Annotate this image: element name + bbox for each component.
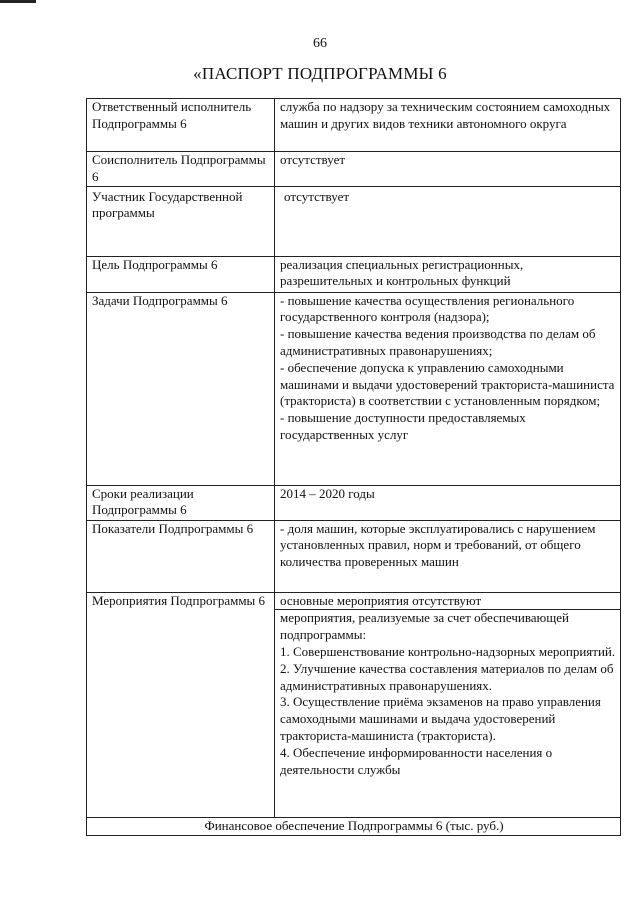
activity-item: 3. Осуществление приёма экзаменов на право управления самоходными машинами и выдача удостоверений тракториста-машиниста (тракториста). xyxy=(280,694,601,743)
row-label: Ответственный исполнитель Подпрограммы 6 xyxy=(87,99,275,152)
activity-item: мероприятия, реализуемые за счет обеспечивающей подпрограммы: xyxy=(280,610,570,643)
row-label: Цель Подпрограммы 6 xyxy=(87,256,275,292)
row-value xyxy=(275,592,621,817)
table-row xyxy=(87,256,621,292)
task-item: - обеспечение допуска к управлению самоходными машинами и выдачи удостоверений тракториста-машиниста (тракториста) в соответствии с установленным порядком; xyxy=(280,359,615,409)
activity-item: 1. Совершенствование контрольно-надзорных мероприятий. xyxy=(280,643,616,659)
table-row xyxy=(87,485,621,520)
row-value: - доля машин, которые эксплуатировались с нарушением установленных правил, норм и требований, от общего количества проверенных машин xyxy=(275,520,621,592)
row-value: отсутствует xyxy=(275,186,621,256)
activity-item: 2. Улучшение качества составления материалов по делам об административных правонарушениях. xyxy=(280,660,614,693)
table-row xyxy=(87,99,621,152)
row-value: служба по надзору за техническим состоянием самоходных машин и других видов техники автономного округа xyxy=(275,99,621,152)
table-row xyxy=(87,186,621,256)
row-label: Сроки реализации Подпрограммы 6 xyxy=(87,485,275,520)
row-value: реализация специальных регистрационных, разрешительных и контрольных функций xyxy=(275,256,621,292)
page-title: «ПАСПОРТ ПОДПРОГРАММЫ 6 xyxy=(193,64,447,83)
main-activities-note: основные мероприятия отсутствуют xyxy=(275,593,620,611)
activity-item: 4. Обеспечение информированности населения о деятельности службы xyxy=(280,744,553,777)
row-value: отсутствует xyxy=(275,152,621,187)
table-row xyxy=(87,592,621,817)
passport-table xyxy=(86,98,621,836)
table-row xyxy=(87,292,621,485)
task-item: - повышение доступности предоставляемых государственных услуг xyxy=(280,410,526,442)
row-label: Показатели Подпрограммы 6 xyxy=(87,520,275,592)
row-label: Участник Государственной программы xyxy=(87,186,275,256)
row-value: 2014 – 2020 годы xyxy=(275,485,621,520)
table-row xyxy=(87,152,621,187)
task-item: - повышение качества осуществления регионального государственного контроля (надзора); xyxy=(280,292,575,325)
scan-corner-mark xyxy=(0,0,36,3)
table-row xyxy=(87,520,621,592)
row-label: Задачи Подпрограммы 6 xyxy=(87,292,275,485)
task-item: - повышение качества ведения производства по делам об административных правонарушениях; xyxy=(280,326,596,358)
row-label: Мероприятия Подпрограммы 6 xyxy=(87,592,275,817)
row-value xyxy=(275,292,621,485)
table-row xyxy=(87,817,621,835)
page-number: 66 xyxy=(313,36,327,51)
row-label: Соисполнитель Подпрограммы 6 xyxy=(87,152,275,187)
financing-header: Финансовое обеспечение Подпрограммы 6 (тыс. руб.) xyxy=(87,817,621,835)
